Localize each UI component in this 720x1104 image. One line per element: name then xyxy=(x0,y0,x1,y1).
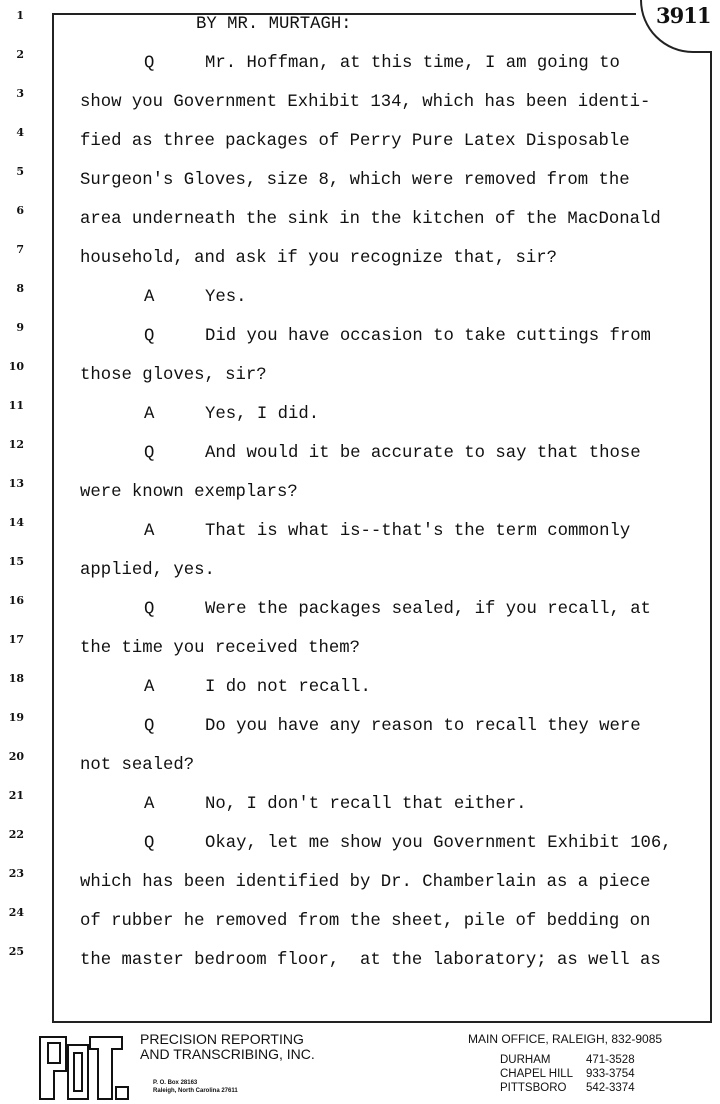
company-line-2: AND TRANSCRIBING, INC. xyxy=(140,1046,315,1062)
transcript-text: Mr. Hoffman, at this time, I am going to xyxy=(205,54,620,73)
transcript-text: fied as three packages of Perry Pure Latex Disposable xyxy=(80,132,630,151)
transcript-text: were known exemplars? xyxy=(80,483,298,502)
speaker-label: Q xyxy=(144,444,155,463)
office-phone: 471-3528 xyxy=(586,1054,635,1066)
transcript-text: which has been identified by Dr. Chamberlain as a piece xyxy=(80,873,651,892)
office-phone: 933-3754 xyxy=(586,1068,635,1080)
line-number: 14 xyxy=(8,516,24,529)
transcript-text: not sealed? xyxy=(80,756,195,775)
main-office: MAIN OFFICE, RALEIGH, 832-9085 xyxy=(468,1032,663,1046)
speaker-label: Q xyxy=(144,54,155,73)
speaker-label: A xyxy=(144,522,155,541)
transcript-text: the master bedroom floor, at the laboratory; as well as xyxy=(80,951,661,970)
transcript-text: applied, yes. xyxy=(80,561,215,580)
line-number: 5 xyxy=(16,165,24,178)
line-number: 11 xyxy=(8,399,24,412)
office-city: CHAPEL HILL xyxy=(500,1068,574,1080)
transcript-text: That is what is--that's the term commonly xyxy=(205,522,631,541)
line-number: 20 xyxy=(8,750,24,763)
line-number: 23 xyxy=(8,867,24,880)
line-number: 7 xyxy=(16,243,24,256)
transcript-text: I do not recall. xyxy=(205,678,371,697)
speaker-label: A xyxy=(144,678,155,697)
transcript-text: show you Government Exhibit 134, which has been identi- xyxy=(80,93,651,112)
transcript-text: area underneath the sink in the kitchen of the MacDonald xyxy=(80,210,661,229)
transcript-text: of rubber he removed from the sheet, pile of bedding on xyxy=(80,912,651,931)
line-number: 19 xyxy=(8,711,24,724)
line-number: 17 xyxy=(8,633,24,646)
line-number: 9 xyxy=(16,321,24,334)
examination-heading: BY MR. MURTAGH: xyxy=(196,15,352,34)
transcript-text: the time you received them? xyxy=(80,639,361,658)
address-line-2: Raleigh, North Carolina 27611 xyxy=(153,1088,238,1094)
line-number: 18 xyxy=(8,672,24,685)
line-number: 10 xyxy=(8,360,24,373)
transcript-frame xyxy=(52,13,712,1023)
transcript-text: Yes. xyxy=(205,288,247,307)
page-number: 3911 xyxy=(656,3,711,28)
line-number: 16 xyxy=(8,594,24,607)
line-number: 6 xyxy=(16,204,24,217)
line-number: 13 xyxy=(8,477,24,490)
speaker-label: Q xyxy=(144,717,155,736)
office-city: DURHAM xyxy=(500,1054,551,1066)
office-phone: 542-3374 xyxy=(586,1082,635,1094)
transcript-text: And would it be accurate to say that those xyxy=(205,444,641,463)
transcript-text: Did you have occasion to take cuttings from xyxy=(205,327,651,346)
company-logo xyxy=(36,1035,132,1101)
line-number: 4 xyxy=(16,126,24,139)
transcript-text: Yes, I did. xyxy=(205,405,320,424)
transcript-text: Do you have any reason to recall they were xyxy=(205,717,641,736)
line-number: 25 xyxy=(8,945,24,958)
line-number: 15 xyxy=(8,555,24,568)
speaker-label: Q xyxy=(144,834,155,853)
company-name xyxy=(140,1032,315,1062)
line-number: 2 xyxy=(16,48,24,61)
transcript-text: household, and ask if you recognize that, sir? xyxy=(80,249,558,268)
transcript-text: Okay, let me show you Government Exhibit 106, xyxy=(205,834,672,853)
speaker-label: Q xyxy=(144,327,155,346)
line-number: 1 xyxy=(16,9,24,22)
line-number: 22 xyxy=(8,828,24,841)
transcript-text: those gloves, sir? xyxy=(80,366,267,385)
transcript-text: Surgeon's Gloves, size 8, which were removed from the xyxy=(80,171,630,190)
transcript-text: No, I don't recall that either. xyxy=(205,795,527,814)
line-number: 24 xyxy=(8,906,24,919)
company-address xyxy=(153,1079,238,1095)
speaker-label: A xyxy=(144,795,155,814)
line-number: 21 xyxy=(8,789,24,802)
speaker-label: A xyxy=(144,288,155,307)
line-number: 8 xyxy=(16,282,24,295)
line-number: 3 xyxy=(16,87,24,100)
footer xyxy=(0,1030,720,1104)
speaker-label: Q xyxy=(144,600,155,619)
office-city: PITTSBORO xyxy=(500,1082,567,1094)
company-line-1: PRECISION REPORTING xyxy=(140,1031,304,1047)
address-line-1: P. O. Box 28163 xyxy=(153,1080,198,1086)
speaker-label: A xyxy=(144,405,155,424)
line-number: 12 xyxy=(8,438,24,451)
transcript-text: Were the packages sealed, if you recall, at xyxy=(205,600,651,619)
